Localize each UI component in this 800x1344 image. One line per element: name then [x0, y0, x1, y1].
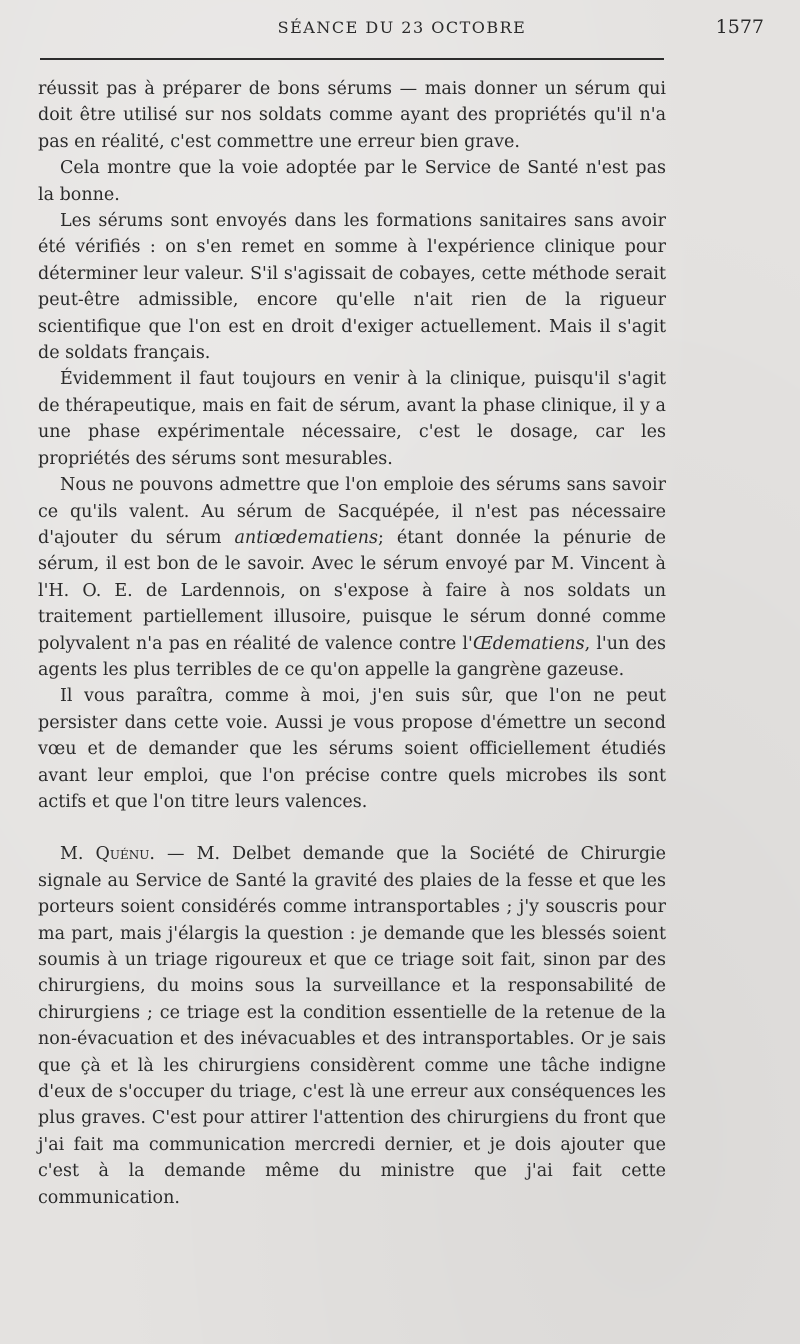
running-head — [40, 14, 764, 44]
paragraph-text: ; étant donnée la pénurie de sérum, il est bon de le savoir. Avec le sérum envoyé par M. Vincent à l'H. O. E. de Lardennois, on s'expose à faire à nos soldats un traitement partiellement illusoire, puisque le sérum donné comme polyvalent n'a pas en réalité de valence contre l' — [38, 527, 666, 654]
paragraph-continued: réussit pas à préparer de bons sérums — mais donner un sérum qui doit être utilisé sur nos soldats comme ayant des propriétés qu'il n'a pas en réalité, c'est commettre une erreur bien grave. — [38, 79, 666, 152]
running-title: SÉANCE DU 23 OCTOBRE — [277, 18, 527, 37]
paragraph: Il vous paraîtra, comme à moi, j'en suis sûr, que l'on ne peut persister dans cette voie. Aussi je vous propose d'émettre un second vœu et de demander que les sérums soient officiellement étudiés avant leur emploi, que l'on précise contre quels microbes ils sont actifs et que l'on titre leurs valences. — [38, 686, 666, 812]
paragraph: Les sérums sont envoyés dans les formations sanitaires sans avoir été vérifiés : on s'en remet en somme à l'expérience clinique pour déterminer leur valeur. S'il s'agissait de cobayes, cette méthode serait peut-être admissible, encore qu'elle n'ait rien de la rigueur scientifique que l'on est en droit d'exiger actuellement. Mais il s'agit de soldats français. — [38, 211, 666, 364]
paragraph: Évidemment il faut toujours en venir à la clinique, puisqu'il s'agit de thérapeutique, mais en fait de sérum, avant la phase clinique, il y a une phase expérimentale nécessaire, c'est le dosage, car les propriétés des sérums sont mesurables. — [38, 369, 666, 469]
paragraph-text: Nous ne pouvons admettre que l'on emploie des sérums sans savoir ce qu'ils valent. Au sérum de Sacquépée, il n'est pas nécessaire d'ajouter du sérum — [38, 475, 666, 548]
italic-term: Œdematiens — [472, 633, 585, 654]
paragraph — [38, 472, 666, 683]
header-rule — [40, 58, 664, 60]
speaker-name: M. Quénu. — [60, 844, 155, 865]
paragraph-text: — M. Delbet demande que la Société de Chirurgie signale au Service de Santé la gravité des plaies de la fesse et que les porteurs soient considérés comme intransportables ; j'y souscris pour ma part, mais j'élargis la question : je demande que les blessés soient soumis à un triage rigoureux et que ce triage soit fait, sinon par des chirurgiens, du moins sous la surveillance et la responsabilité de chirurgiens ; ce triage est la condition essentielle de la retenue de la non-évacuation et des inévacuables et des intransportables. Or je sais que çà et là les chirurgiens considèrent comme une tâche indigne d'eux de s'occuper du triage, c'est là une erreur aux conséquences les plus graves. C'est pour attirer l'attention des chirurgiens du front que j'ai fait ma communication mercredi dernier, et je dois ajouter que c'est à la demande même du ministre que j'ai fait cette communication. — [38, 844, 666, 1208]
paragraph-speaker — [38, 841, 666, 1211]
paragraph-text: , l'un des agents les plus terribles de ce qu'on appelle la gangrène gazeuse. — [38, 633, 666, 680]
body-text — [38, 76, 666, 1211]
paragraph: Cela montre que la voie adoptée par le Service de Santé n'est pas la bonne. — [38, 158, 666, 205]
page-number: 1577 — [715, 16, 764, 38]
italic-term: antiœdematiens — [234, 527, 378, 548]
